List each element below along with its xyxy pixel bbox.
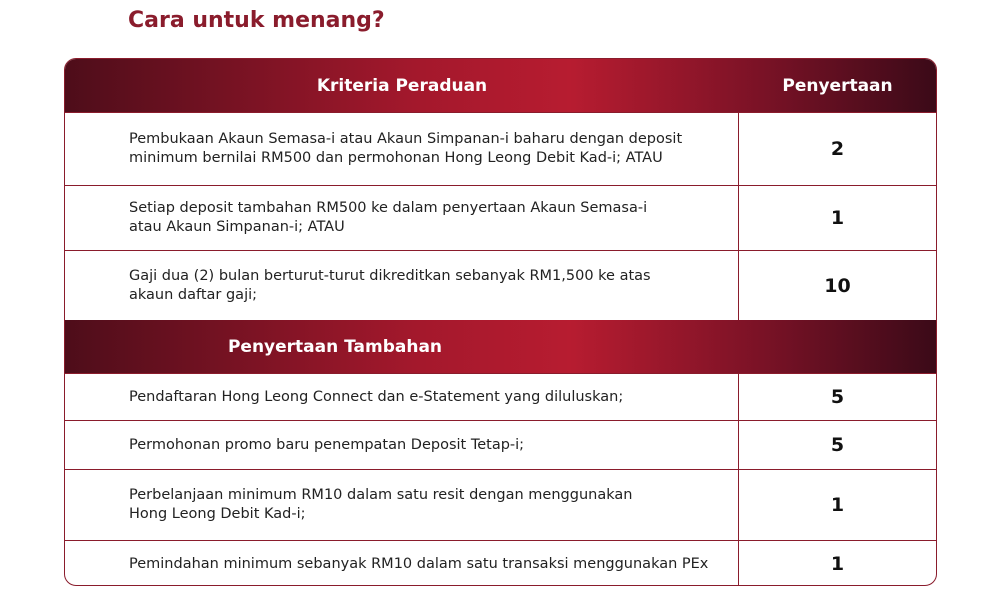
table-row	[65, 112, 936, 185]
row-description: Pembukaan Akaun Semasa-i atau Akaun Simpanan-i baharu dengan deposit minimum bernilai RM500 dan permohonan Hong Leong Debit Kad-i; ATAU	[65, 113, 739, 185]
table-row	[65, 469, 936, 540]
row-description: Perbelanjaan minimum RM10 dalam satu resit dengan menggunakan Hong Leong Debit Kad-i;	[65, 470, 739, 540]
row-description: Setiap deposit tambahan RM500 ke dalam penyertaan Akaun Semasa-i atau Akaun Simpanan-i; ATAU	[65, 186, 739, 250]
table-row	[65, 540, 936, 586]
row-description: Permohonan promo baru penempatan Deposit Tetap-i;	[65, 421, 739, 469]
table-row	[65, 250, 936, 320]
table-row	[65, 185, 936, 250]
table-row	[65, 420, 936, 469]
row-description: Pemindahan minimum sebanyak RM10 dalam satu transaksi menggunakan PEx	[65, 541, 739, 586]
row-entries: 2	[830, 138, 845, 160]
row-entries: 5	[830, 434, 845, 456]
row-entries: 1	[830, 553, 845, 575]
contest-table	[64, 58, 937, 586]
header-extra-entries: Penyertaan Tambahan	[227, 336, 443, 357]
extra-header-band	[65, 320, 936, 373]
row-description: Gaji dua (2) bulan berturut-turut dikreditkan sebanyak RM1,500 ke atas akaun daftar gaji;	[65, 251, 739, 320]
row-entries: 5	[830, 386, 845, 408]
row-entries: 1	[830, 494, 845, 516]
header-entries: Penyertaan	[782, 75, 893, 96]
header-criteria: Kriteria Peraduan	[316, 75, 488, 96]
row-entries: 10	[824, 274, 851, 297]
main-header-band	[65, 59, 936, 112]
row-description: Pendaftaran Hong Leong Connect dan e-Statement yang diluluskan;	[65, 374, 739, 420]
page-heading: Cara untuk menang?	[128, 8, 385, 33]
row-entries: 1	[830, 207, 845, 229]
table-row	[65, 373, 936, 420]
